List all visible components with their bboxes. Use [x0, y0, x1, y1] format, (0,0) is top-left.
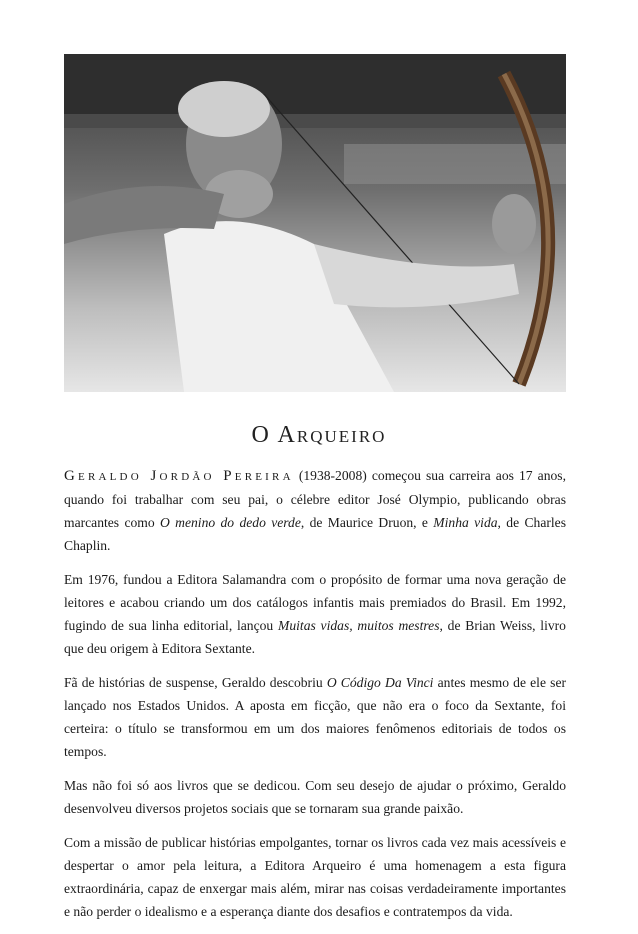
text-run: Em 1976, fundou a Editora Salamandra com o propósito de formar uma nova geração de leitores e acabou criando um dos catálogos infantis mais premiados do Brasil. Em 1992, fugindo de sua linha editorial, lançou	[64, 572, 566, 633]
text-run: (1938-2008) começou sua carreira aos 17 anos, quando foi trabalhar com seu pai, o célebre editor José Olympio, publicando obras marcantes como	[64, 468, 566, 530]
text-run: Fã de histórias de suspense, Geraldo descobriu	[64, 675, 327, 690]
text-run: , de Maurice Druon, e	[300, 515, 434, 530]
page-title: O Arqueiro	[251, 422, 387, 448]
paragraph-1	[64, 464, 566, 557]
book-title: Muitas vidas, muitos mestres	[278, 618, 440, 633]
paragraph-3	[64, 671, 566, 763]
paragraph-5: Com a missão de publicar histórias empolgantes, tornar os livros cada vez mais acessíveis e despertar o amor pela leitura, a Editora Arqueiro é uma homenagem a esta figura extraordinária, capaz de enxergar mais além, mirar nas coisas verdadeiramente importantes e não perder o idealismo e a esperança diante dos desafios e contratempos da vida.	[64, 835, 566, 919]
book-title: O Código Da Vinci	[326, 675, 434, 690]
archer-photo-icon	[64, 54, 566, 392]
book-title: Minha vida	[433, 515, 498, 530]
biography-text	[64, 464, 566, 934]
text-run: antes mesmo de ele ser lançado nos Estados Unidos. A aposta em ficção, que não era o foco da Sextante, foi certeira: o título se transformou em um dos maiores fenômenos editoriais de todos os tempos.	[64, 675, 567, 759]
paragraph-4: Mas não foi só aos livros que se dedicou. Com seu desejo de ajudar o próximo, Geraldo desenvolveu diversos projetos sociais que se tornaram sua grande paixão.	[64, 778, 566, 816]
book-title: O menino do dedo verde	[159, 515, 301, 530]
text-run: , de Brian Weiss, livro que deu origem à Editora Sextante.	[64, 618, 566, 656]
archer-photo	[64, 54, 566, 392]
text-run: , de Charles Chaplin.	[64, 515, 566, 553]
paragraph-2	[64, 568, 566, 660]
author-name: Geraldo Jordão Pereira	[64, 468, 294, 484]
